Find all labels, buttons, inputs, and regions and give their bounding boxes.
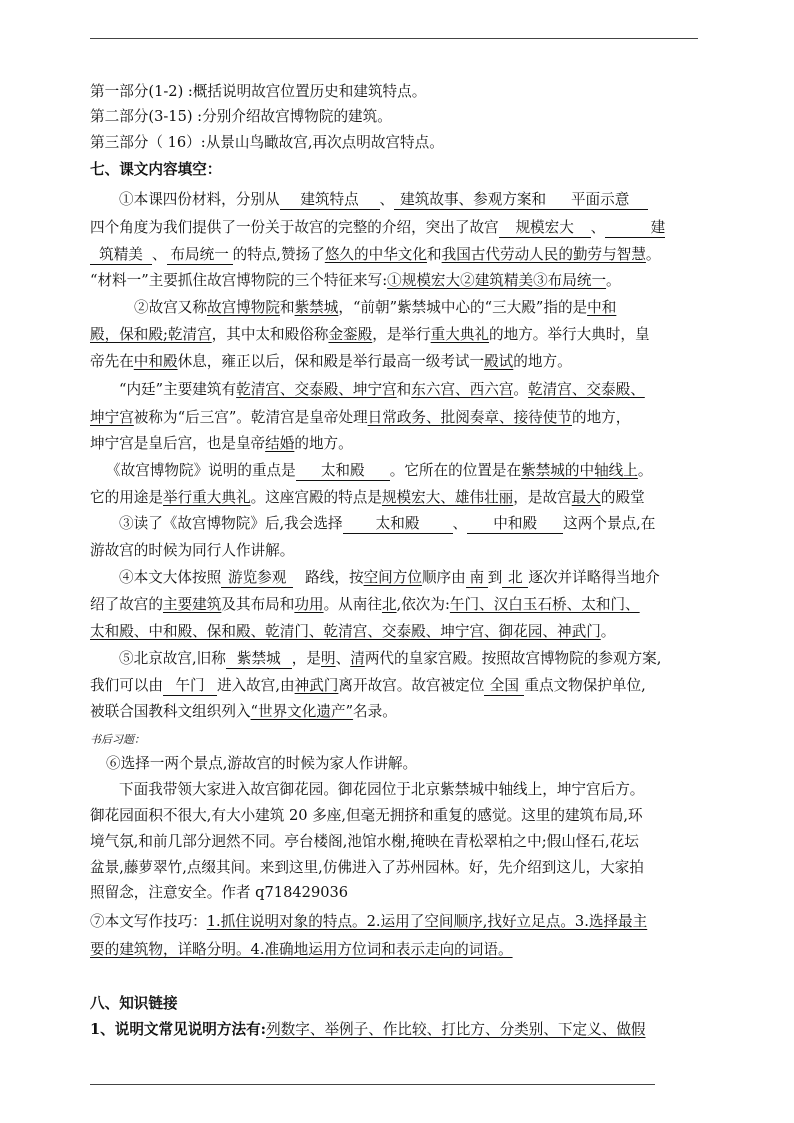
q6-para-line-5: 照留念，注意安全。作者 q718429036 bbox=[90, 884, 349, 901]
q2-line-g: 《故宫博物院》说明的重点是 太和殿 。它所在的位置是在紫禁城的中轴线上。 bbox=[106, 462, 653, 479]
q5-line-c: 被联合国教科文组织列入“世界文化遗产”名录。 bbox=[90, 703, 397, 720]
q3-line-b: 游故宫的时候为同行人作讲解。 bbox=[90, 542, 295, 559]
q1-blank-8: 悠久的中华文化 bbox=[324, 246, 427, 263]
section-eight-heading: 八、知识链接 bbox=[90, 995, 178, 1012]
q6-para-line-2: 御花园面积不很大,有大小建筑 20 多座,但毫无拥挤和重复的感觉。这里的建筑布局,环 bbox=[90, 807, 643, 824]
q1-blank-9: 我国古代劳动人民的勤劳与智慧 bbox=[441, 246, 646, 263]
q1-line-b: 四个角度为我们提供了一份关于故宫的完整的介绍，突出了故宫 规模宏大 、 建 bbox=[90, 219, 666, 236]
q2-line-a: ②故宫又称故宫博物院和紫禁城，“前朝”紫禁城中心的“三大殿”指的是中和 bbox=[134, 299, 617, 316]
q1-blank-5: 建 bbox=[605, 219, 665, 238]
q7-line-a: ⑦本文写作技巧：1.抓住说明对象的特点。2.运用了空间顺序,找好立足点。3.选择最主 bbox=[90, 913, 648, 930]
q6-para-line-3: 境气氛,和前几部分迥然不同。亭台楼阁,池馆水榭,掩映在青松翠柏之中;假山怪石,花坛 bbox=[90, 833, 639, 850]
q1-line-c: 筑精美 、 布局统一 的特点,赞扬了悠久的中华文化和我国古代劳动人民的勤劳与智慧。 bbox=[90, 245, 661, 265]
q2-line-c: 帝先在中和殿休息，雍正以后，保和殿是举行最高一级考试一殿试的地方。 bbox=[90, 353, 572, 370]
q1-blank-3: 平面示意 bbox=[552, 191, 648, 210]
footer-rule bbox=[90, 1084, 655, 1085]
q2-line-e: 坤宁宫被称为“后三宫”。乾清宫是皇帝处理日常政务、批阅奏章、接待使节的地方， bbox=[90, 409, 631, 426]
q2-line-d: “内廷”主要建筑有乾清宫、交泰殿、坤宁宫和东六宫、西六宫。乾清宫、交泰殿、 bbox=[119, 381, 645, 398]
part-three-line: 第三部分（ 16）:从景山鸟瞰故宫,再次点明故宫特点。 bbox=[90, 134, 444, 151]
q2-line-h: 它的用途是举行重大典礼。这座宫殿的特点是规模宏大、雄伟壮丽，是故宫最大的殿堂 bbox=[90, 489, 645, 506]
q5-line-b: 我们可以由 午门 进入故宫,由神武门离开故宫。故宫被定位 全国 重点文物保护单位, bbox=[90, 677, 646, 694]
q2-line-b: 殿，保和殿;乾清宫，其中太和殿俗称金銮殿，是举行重大典礼的地方。举行大典时，皇 bbox=[90, 326, 650, 343]
part-two-line: 第二部分(3-15) :分别介绍故宫博物院的建筑。 bbox=[90, 108, 392, 125]
header-rule bbox=[90, 38, 698, 39]
q2-line-f: 坤宁宫是皇后宫，也是皇帝结婚的地方。 bbox=[90, 435, 353, 452]
q4-line-b: 绍了故宫的主要建筑及其布局和功用。从南往北,依次为:午门、汉白玉石桥、太和门、 bbox=[90, 596, 640, 613]
section-seven-heading: 七、课文内容填空： bbox=[90, 161, 222, 178]
q1-blank-6: 筑精美 bbox=[90, 246, 152, 265]
q6-para-line-1: 下面我带领大家进入故宫御花园。御花园位于北京紫禁城中轴线上，坤宁宫后方。 bbox=[119, 781, 645, 798]
q4-line-a: ④本文大体按照 游览参观 路线，按空间方位顺序由 南 到 北 逐次并详略得当地介 bbox=[119, 569, 660, 586]
q4-line-c: 太和殿、中和殿、保和殿、乾清门、乾清宫、交泰殿、坤宁宫、御花园、神武门。 bbox=[90, 623, 616, 640]
q1-blank-2: 建筑故事、参观方案和 bbox=[394, 191, 552, 210]
part-one-line: 第一部分(1-2) :概括说明故宫位置历史和建筑特点。 bbox=[90, 83, 427, 100]
q1-blank-1: 建筑特点 bbox=[280, 191, 380, 210]
q1-blank-4: 规模宏大 bbox=[499, 219, 591, 238]
knowledge-line-1: 1、说明文常见说明方法有:列数字、举例子、作比较、打比方、分类别、下定义、做假 bbox=[90, 1021, 646, 1038]
q6-line: ⑥选择一两个景点,游故宫的时候为家人作讲解。 bbox=[106, 755, 418, 772]
q1-blank-7: 布局统一 bbox=[167, 246, 233, 265]
q1-line-d: “材料一”主要抓住故宫博物院的三个特征来写:①规模宏大②建筑精美③布局统一。 bbox=[90, 272, 621, 289]
q1-line-a: ①本课四份材料，分别从 建筑特点 、 建筑故事、参观方案和 平面示意 bbox=[119, 190, 648, 210]
q5-line-a: ⑤北京故宫,旧称 紫禁城 ，是明、清两代的皇家宫殿。按照故宫博物院的参观方案, bbox=[119, 650, 662, 667]
q1-blank-10: ①规模宏大②建筑精美③布局统一 bbox=[387, 272, 607, 289]
q6-para-line-4: 盆景,藤萝翠竹,点缀其间。来到这里,仿佛进入了苏州园林。好，先介绍到这儿，大家拍 bbox=[90, 859, 644, 876]
q7-line-b: 要的建筑物，详略分明。4.准确地运用方位词和表示走向的词语。 bbox=[90, 941, 513, 958]
homework-label: 书后习题： bbox=[90, 733, 145, 746]
q3-line-a: ③读了《故宫博物院》后,我会选择 太和殿 、 中和殿 这两个景点,在 bbox=[119, 515, 656, 532]
